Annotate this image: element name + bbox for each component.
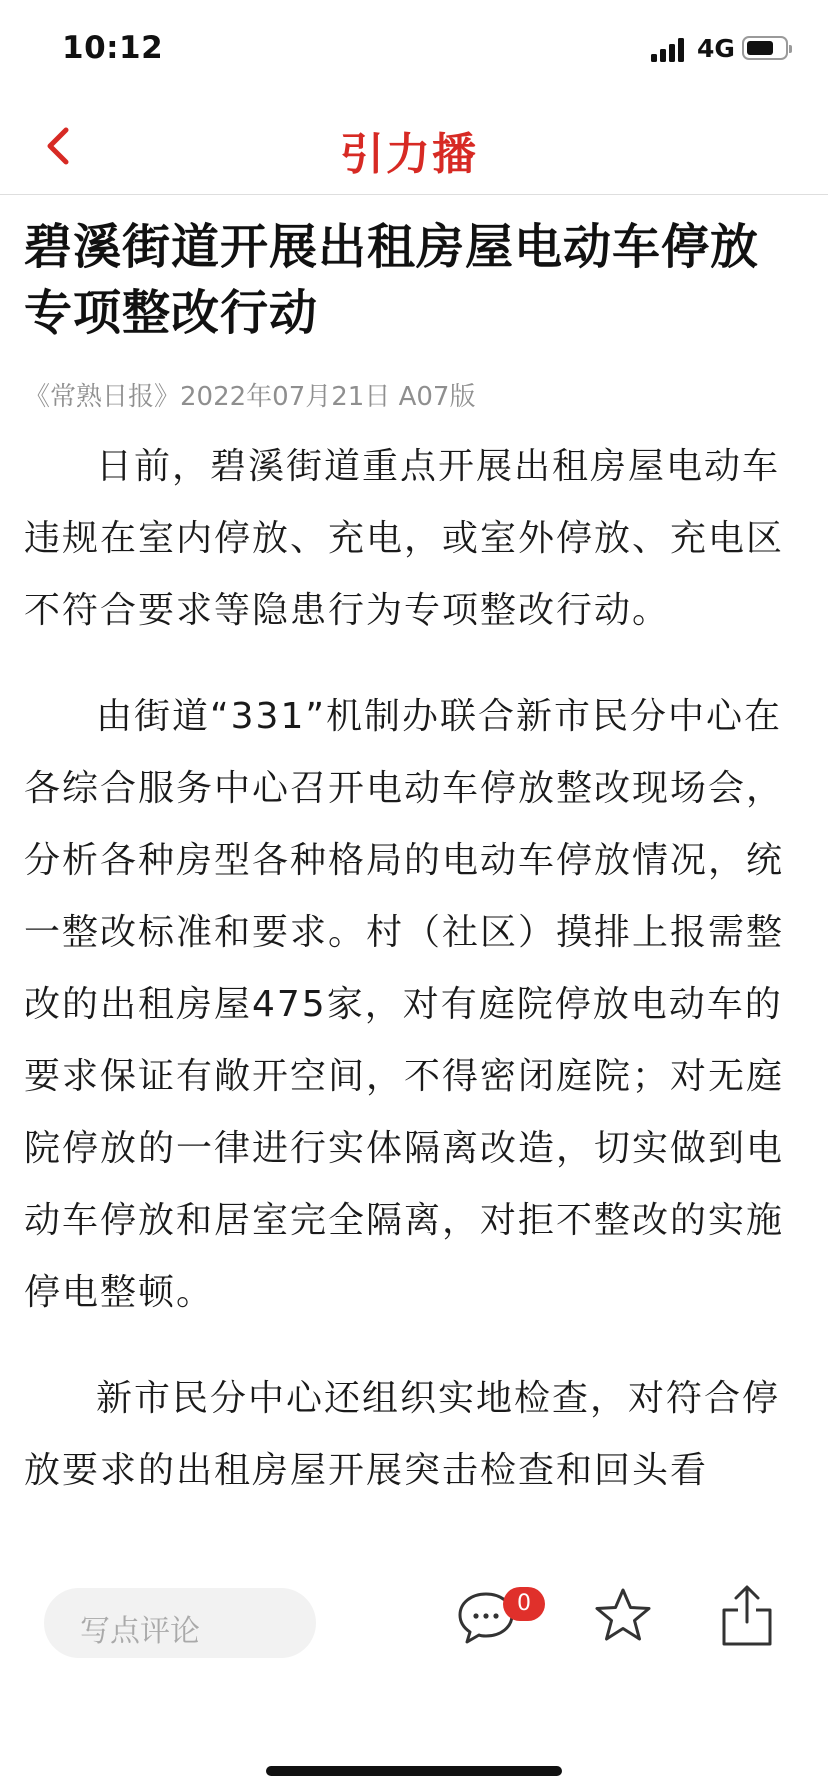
article-paragraph: 由街道“331”机制办联合新市民分中心在各综合服务中心召开电动车停放整改现场会，分析各种房型各种格局的电动车停放情况，统一整改标准和要求。村（社区）摸排上报需整改的出租房屋475家，对有庭院停放电动车的要求保证有敞开空间，不得密闭庭院；对无庭院停放的一律进行实体隔离改造，切实做到电动车停放和居室完全隔离，对拒不整改的实施停电整顿。 <box>24 696 785 1313</box>
article-paragraph: 新市民分中心还组织实地检查，对符合停放要求的出租房屋开展突击检查和回头看 <box>24 1378 781 1491</box>
chevron-left-icon <box>40 122 80 170</box>
comment-placeholder: 写点评论 <box>80 1614 200 1649</box>
article-source: 《常熟日报》2022年07月21日 A07版 <box>24 382 476 412</box>
status-time: 10:12 <box>62 30 164 66</box>
network-label: 4G <box>697 34 735 63</box>
app-logo: 引力播 <box>340 129 478 180</box>
navigation-bar <box>0 96 828 195</box>
home-indicator[interactable] <box>266 1766 562 1776</box>
comment-count-badge: 0 <box>503 1587 545 1621</box>
status-bar <box>0 0 828 96</box>
favorite-button[interactable] <box>592 1586 654 1646</box>
back-button[interactable] <box>40 122 80 170</box>
article-paragraph: 日前，碧溪街道重点开展出租房屋电动车违规在室内停放、充电，或室外停放、充电区不符合要求等隐患行为专项整改行动。 <box>24 446 785 631</box>
battery-icon <box>742 36 788 60</box>
comment-input[interactable] <box>44 1588 316 1658</box>
share-button[interactable] <box>720 1582 774 1648</box>
star-icon <box>592 1586 654 1646</box>
article-body <box>24 214 804 1530</box>
signal-icon <box>651 38 691 62</box>
bottom-toolbar <box>0 1530 828 1792</box>
article-title: 碧溪街道开展出租房屋电动车停放专项整改行动 <box>24 219 760 341</box>
share-icon <box>720 1582 774 1648</box>
